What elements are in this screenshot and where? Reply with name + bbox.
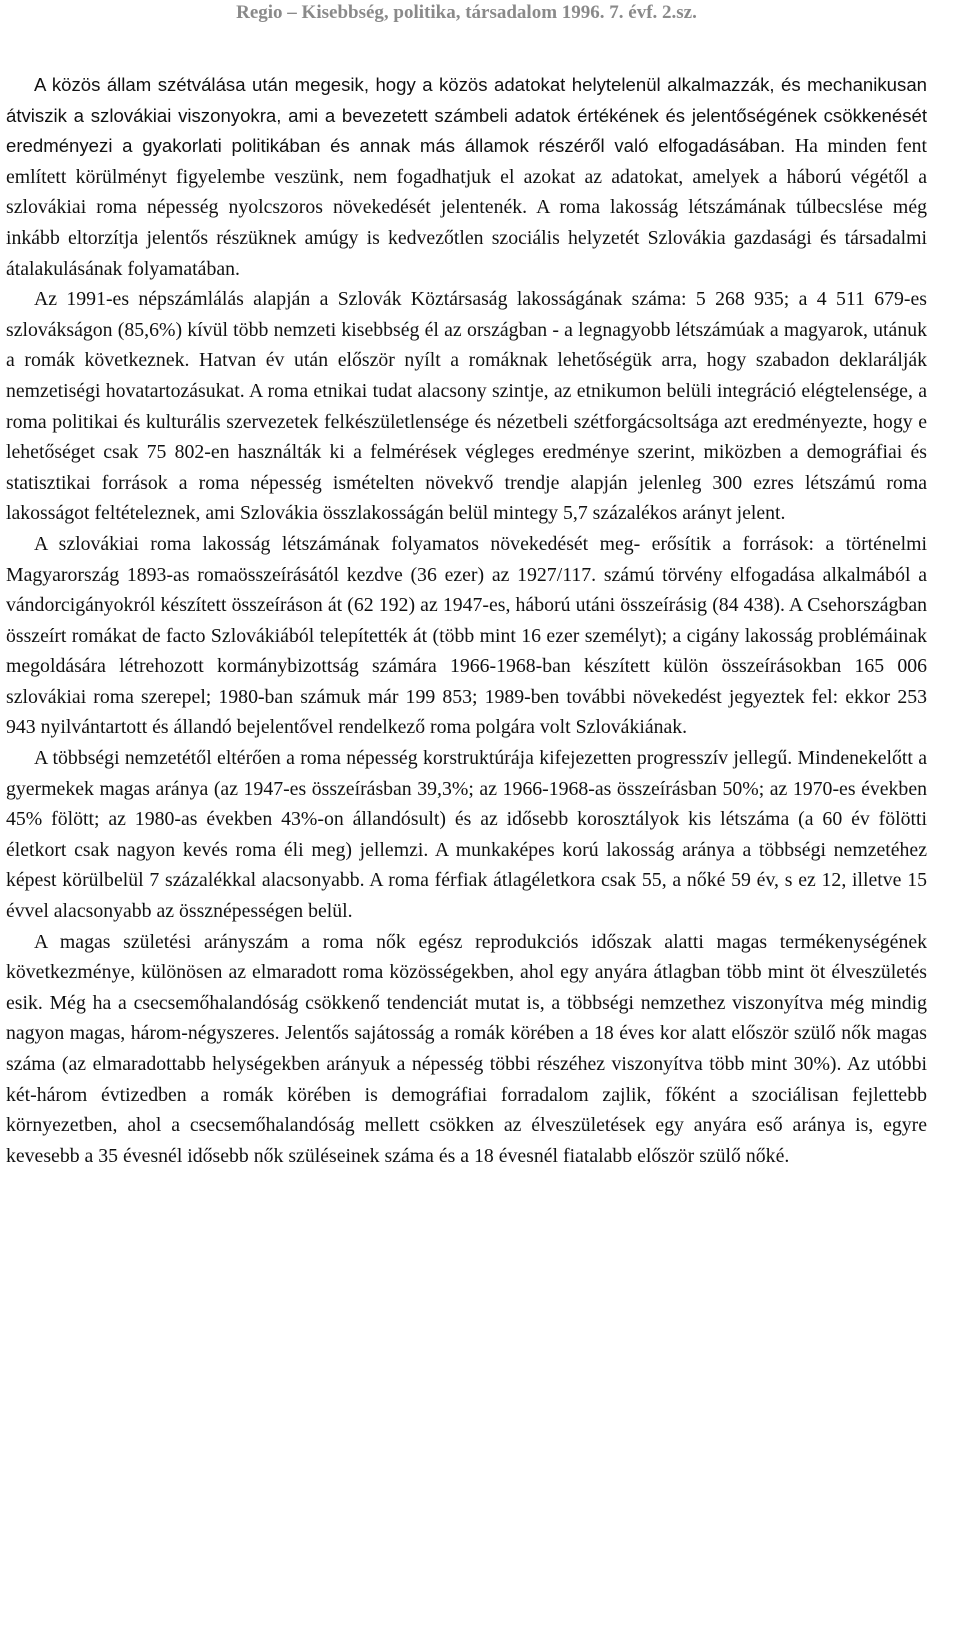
text-run: Ha minden fent említett körülményt figyelembe veszünk, nem fogadhatjuk el azokat az adatokat, amelyek a háború végétől a szlovákiai roma népesség nyolcszoros növekedését jelentenék. [6, 135, 927, 219]
paragraph-3 [6, 529, 927, 743]
text-run: A többségi nemzetétől eltérően a roma népesség korstruktúrája kifejezetten progresszív jellegű. Mindenekelőtt a gyermekek magas aránya (az 1947-es összeírásban 39,3%; az 1966-1968-as összeírásban 50%; az 1970-es években 45% fölött; az 1980-as években 43%-on állandósult) és az idősebb korosztályok kis létszáma (a 60 év fölötti életkort csak nagyon kevés roma éli meg) jellemzi. A munkaképes korú lakosság aránya a többségi nemzetéhez képest körülbelül 7 százalékkal alacsonyabb. A roma férfiak átlagéletkora csak 55, a nőké 59 év, s ez 12, illetve 15 évvel alacsonyabb az össznépességen belül. [6, 747, 927, 923]
text-run: A magas születési arányszám a roma nők egész reprodukciós időszak alatti magas termékenységének következménye, különösen az elmaradott roma közösségekben, ahol egy anyára átlagban több mint öt élveszületés esik. Még ha a csecsemőhalandóság csökkenő tendenciát mutat is, a többségi nemzethez viszonyítva még mindig nagyon magas, három-négyszeres. Jelentős sajátosság a romák körében a 18 éves kor alatt először szülő nők magas száma (az elmaradottabb helységekben arányuk a népesség többi részéhez viszonyítva több mint 30%). Az utóbbi két-három évtizedben a romák körében is demográfiai forradalom zajlik, főként a szociálisan fejlettebb környezetben, ahol a csecsemőhalandóság mellett csökken az élveszületések egy anyára eső aránya is, egyre kevesebb a 35 évesnél idősebb nők szüléseinek száma és a 18 évesnél fiatalabb először szülő nőké. [6, 930, 927, 1167]
running-header: Regio – Kisebbség, politika, társadalom 1996. 7. évf. 2.sz. [236, 2, 697, 23]
text-run: A roma lakosság létszámának túlbecslése még inkább eltorzítja jelentős részüknek amúgy is kedvezőtlen szociális helyzetét Szlovákia gazdasági és társadalmi átalakulásának folyamatában. [6, 196, 927, 280]
paragraph-2 [6, 284, 927, 529]
article-body [6, 70, 927, 1171]
paragraph-1 [6, 70, 927, 284]
text-run: A szlovákiai roma lakosság létszámának folyamatos növekedését meg- erősítik a források: a történelmi Magyarország 1893-as romaösszeírásától kezdve (36 ezer) az 1927/117. számú törvény elfogadása alkalmából a vándorcigányokról készített összeíráson át (62 192) az 1947-es, háború utáni összeírásig (84 438). A Csehországban összeírt romákat de facto Szlovákiából telepítették át (több mint 16 ezer személyt); a cigány lakosság problémáinak megoldására létrehozott kormánybizottság számára 1966-1968-ban készített külön összeírásokban 165 006 szlovákiai roma szerepel; 1980-ban számuk már 199 853; 1989-ben további növekedést jegyeztek fel: ekkor 253 943 nyilvántartott és állandó bejelentővel rendelkező roma polgára volt Szlovákiának. [6, 532, 927, 739]
text-run: Az 1991-es népszámlálás alapján a Szlovák Köztársaság lakosságának száma: 5 268 935; a 4 511 679-es szlovákságon (85,6%) kívül több nemzeti kisebbség él az országban - a legnagyobb létszámúak a magyarok, utánuk a romák következnek. Hatvan év után először nyílt a romáknak lehetőségük arra, hogy szabadon deklarálják nemzetiségi hovatartozásukat. A roma etnikai tudat alacsony szintje, az etnikumon belüli integráció elégtelensége, a roma politikai és kulturális szervezetek felkészületlensége és nézetbeli szétforgácsoltsága azt eredményezte, hogy e lehetőséget csak 75 802-en használták ki a felmérések végleges eredménye szerint, miközben a demográfiai és statisztikai források a roma népesség ismételten növekvő trendje alapján jelenleg 300 ezres létszámú roma lakosságot feltételeznek, ami Szlovákia összlakosságán belül mintegy 5,7 százalékos arányt jelent. [6, 288, 927, 525]
paragraph-5 [6, 927, 927, 1172]
text-run: A közös állam szétválása után megesik, hogy a közös adatokat helytelenül alkalmazzák, és mechanikusan átviszik a szlovákiai viszonyokra, ami a bevezetett számbeli adatok értékének és jelentőségének csökkenését eredményezi a gyakorlati politikában és annak más államok részéről való elfogadásában. [6, 74, 927, 157]
paragraph-4 [6, 743, 927, 927]
